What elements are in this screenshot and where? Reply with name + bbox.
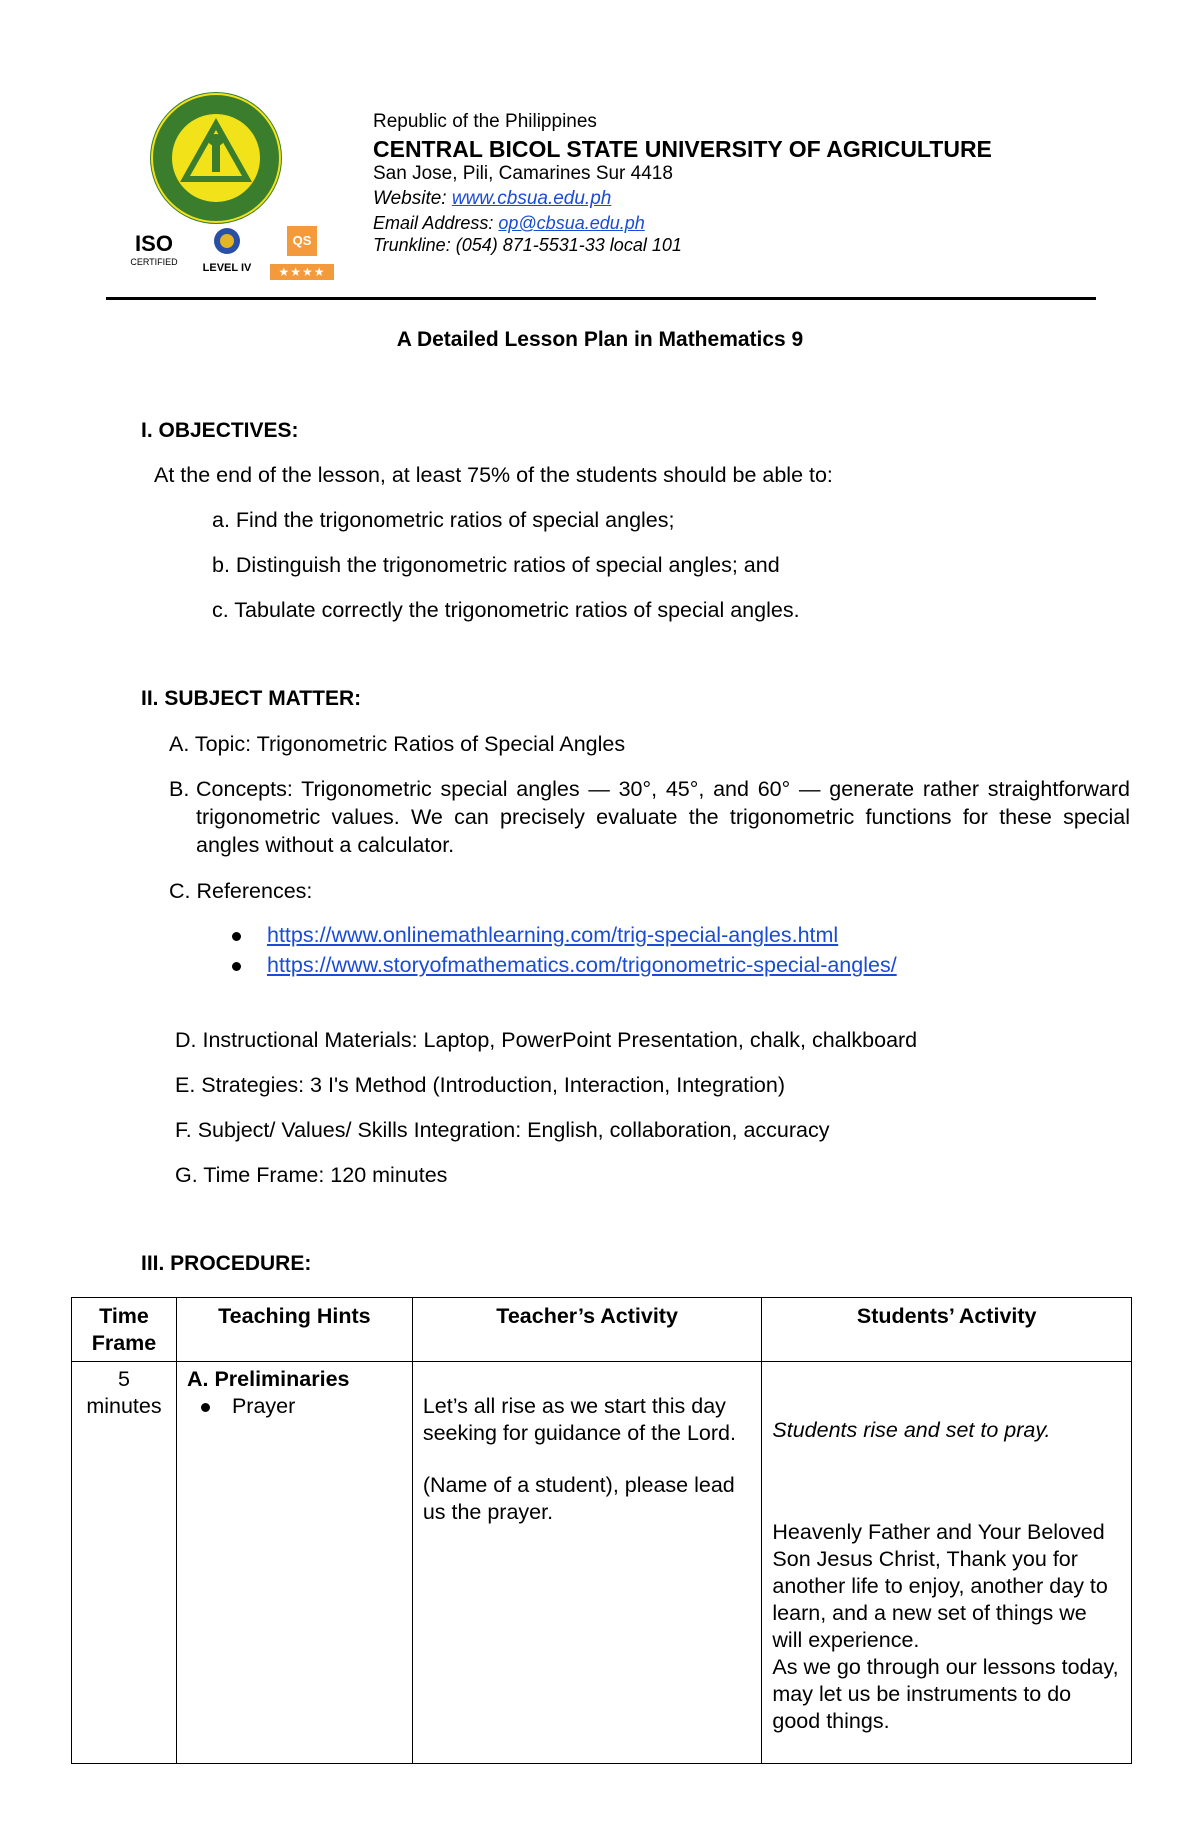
- objectives-intro: At the end of the lesson, at least 75% of the students should be able to:: [154, 463, 833, 487]
- bullet-icon: [201, 1403, 210, 1412]
- website-label: Website:: [373, 188, 452, 209]
- subject-matter-heading: II. SUBJECT MATTER:: [141, 687, 362, 710]
- strategies-line: E. Strategies: 3 I's Method (Introduction, Interaction, Integration): [175, 1073, 786, 1097]
- iso-logo-text: ISO: [135, 231, 173, 256]
- objective-item: a. Find the trigonometric ratios of special angles;: [212, 508, 675, 532]
- references-label: C. References:: [169, 879, 313, 903]
- hints-cell: [176, 1362, 412, 1764]
- student-text: As we go through our lessons today, may let us be instruments to do good things.: [772, 1655, 1119, 1733]
- email-label: Email Address:: [373, 213, 499, 233]
- republic-line: Republic of the Philippines: [373, 111, 597, 132]
- trunkline-line: Trunkline: (054) 871-5531-33 local 101: [373, 235, 682, 255]
- website-link[interactable]: www.cbsua.edu.ph: [451, 188, 612, 209]
- concepts-label: B.: [169, 777, 190, 801]
- time-value: 5 minutes: [86, 1367, 162, 1418]
- column-header: Time Frame: [72, 1298, 177, 1362]
- qs-star-bar: ★★★★: [270, 264, 334, 280]
- column-header: Teacher’s Activity: [412, 1298, 762, 1362]
- time-cell: [72, 1362, 177, 1764]
- student-text: Heavenly Father and Your Beloved Son Jesus Christ, Thank you for another life to enjoy, another day to learn, and a new set of things we will experience.: [772, 1520, 1108, 1652]
- hint-item-label: Prayer: [231, 1394, 296, 1418]
- students-cell: [762, 1362, 1132, 1764]
- student-text: Students rise and set to pray.: [772, 1418, 1051, 1442]
- bullet-icon: [232, 932, 241, 941]
- teacher-cell: [412, 1362, 762, 1764]
- qs-box: [287, 226, 317, 256]
- website-line: [373, 187, 611, 211]
- column-header: Teaching Hints: [176, 1298, 412, 1362]
- procedure-table: [71, 1297, 1132, 1764]
- teacher-text: Let’s all rise as we start this day seeking for guidance of the Lord.: [422, 1394, 736, 1445]
- references-list: [232, 921, 897, 981]
- qs-text: QS: [292, 233, 312, 248]
- objective-item: b. Distinguish the trigonometric ratios of special angles; and: [212, 553, 780, 577]
- hint-title: A. Preliminaries: [186, 1367, 350, 1391]
- topic-line: A. Topic: Trigonometric Ratios of Special Angles: [169, 732, 626, 756]
- reference-item: [232, 921, 897, 951]
- reference-link[interactable]: https://www.storyofmathematics.com/trigonometric-special-angles/: [266, 953, 897, 977]
- iso-logo-subtext: CERTIFIED: [130, 257, 178, 267]
- integration-line: F. Subject/ Values/ Skills Integration: English, collaboration, accuracy: [175, 1118, 830, 1142]
- reference-link[interactable]: https://www.onlinemathlearning.com/trig-special-angles.html: [266, 923, 839, 947]
- column-header: Students’ Activity: [762, 1298, 1132, 1362]
- table-header-row: [72, 1298, 1132, 1362]
- hint-item: [187, 1393, 402, 1420]
- reference-item: [232, 951, 897, 981]
- qs-stars-logo: [270, 226, 336, 282]
- bullet-icon: [232, 962, 241, 971]
- concepts-text: Concepts: Trigonometric special angles — 30°, 45°, and 60° — generate rather straightforward trigonometric values. We can precisely evaluate the trigonometric functions for these special angles without a calculator.: [196, 777, 1130, 857]
- procedure-heading: III. PROCEDURE:: [141, 1252, 312, 1275]
- email-link[interactable]: op@cbsua.edu.ph: [498, 213, 645, 233]
- level-iv-text: LEVEL IV: [202, 262, 252, 274]
- level-iv-logo: [198, 226, 256, 280]
- objectives-heading: I. OBJECTIVES:: [141, 419, 299, 442]
- header-divider: [106, 297, 1096, 300]
- objective-item: c. Tabulate correctly the trigonometric ratios of special angles.: [212, 598, 800, 622]
- address-line: San Jose, Pili, Camarines Sur 4418: [373, 163, 673, 184]
- email-line: [373, 212, 645, 234]
- university-seal: [148, 90, 284, 226]
- table-row: [72, 1362, 1132, 1764]
- accreditation-seal-icon: [212, 226, 242, 256]
- materials-line: D. Instructional Materials: Laptop, PowerPoint Presentation, chalk, chalkboard: [175, 1028, 918, 1052]
- page-title: A Detailed Lesson Plan in Mathematics 9: [396, 328, 804, 351]
- teacher-text: (Name of a student), please lead us the prayer.: [422, 1473, 735, 1524]
- time-frame-line: G. Time Frame: 120 minutes: [175, 1163, 448, 1187]
- university-name: CENTRAL BICOL STATE UNIVERSITY OF AGRICULTURE: [373, 136, 992, 162]
- iso-logo: [126, 232, 182, 280]
